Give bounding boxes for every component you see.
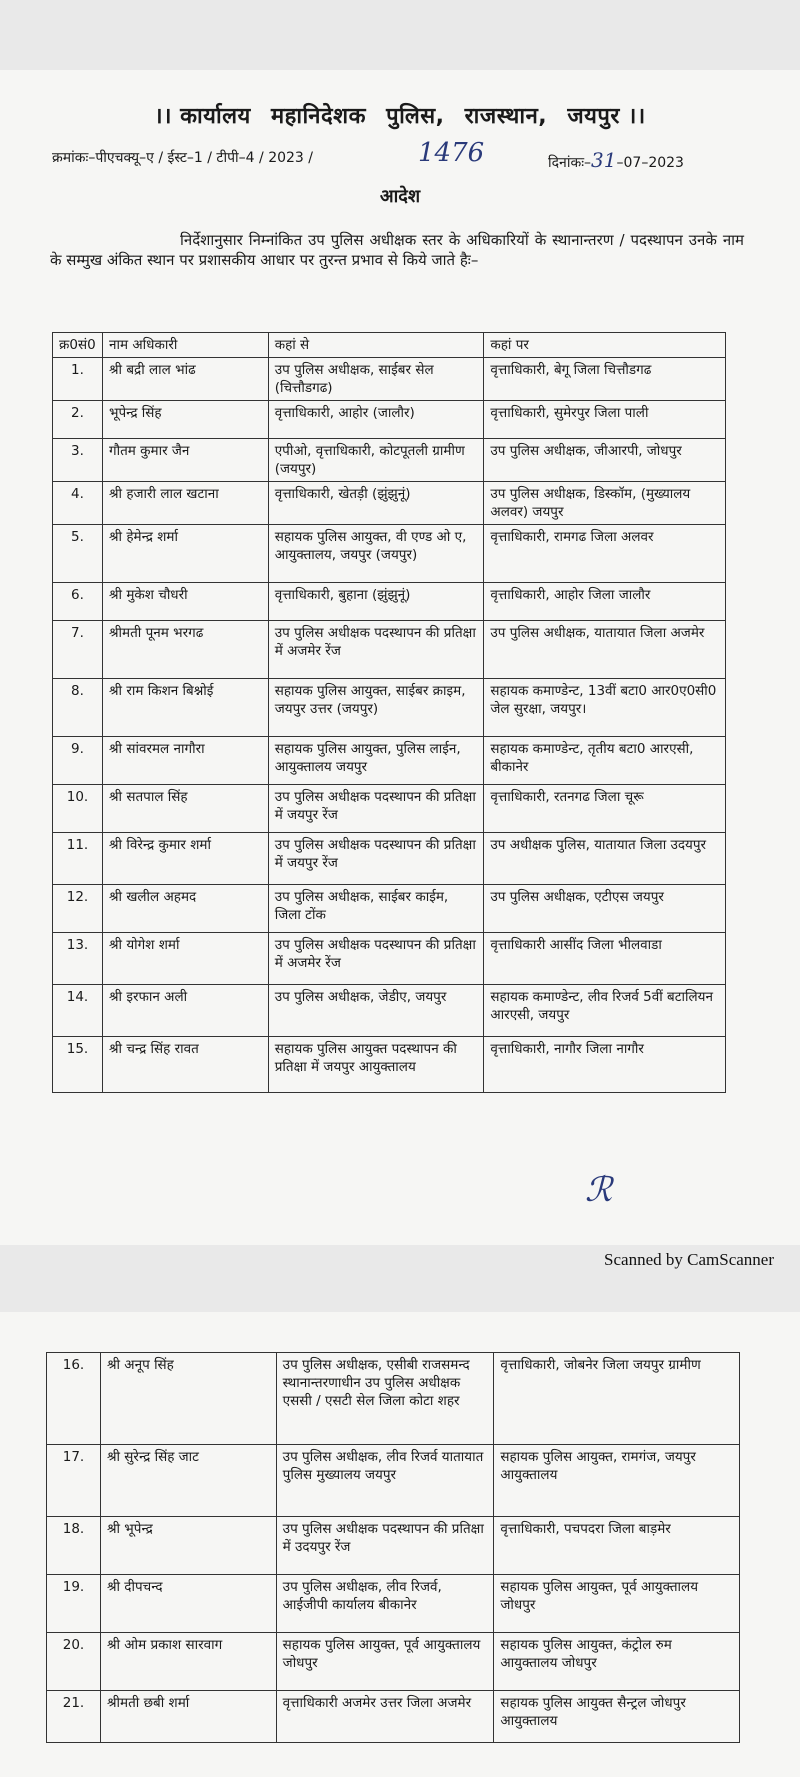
serial-cell: 14.: [53, 985, 103, 1037]
to-cell: सहायक कमाण्डेन्ट, 13वीं बटा0 आर0ए0सी0 जेल सुरक्षा, जयपुर।: [484, 679, 726, 737]
handwritten-day: 31: [591, 148, 617, 172]
camscanner-watermark: Scanned by CamScanner: [604, 1250, 774, 1269]
header-to: कहां पर: [484, 333, 726, 358]
serial-cell: 2.: [53, 401, 103, 439]
officer-name-cell: श्री सांवरमल नागौरा: [102, 737, 268, 785]
table-row: [53, 679, 726, 737]
handwritten-dispatch-number: 1476: [418, 138, 485, 168]
from-cell: वृत्ताधिकारी, बुहाना (झुंझुनूं): [268, 583, 484, 621]
table-row: [53, 933, 726, 985]
serial-cell: 17.: [47, 1445, 101, 1517]
transfer-table-page-1: [52, 332, 726, 1093]
table-row: [53, 1037, 726, 1093]
from-cell: वृत्ताधिकारी अजमेर उत्तर जिला अजमेर: [276, 1691, 494, 1743]
date-suffix: –07–2023: [616, 155, 684, 171]
to-cell: वृत्ताधिकारी, रामगढ जिला अलवर: [484, 525, 726, 583]
serial-cell: 15.: [53, 1037, 103, 1093]
reference-number: क्रमांकः–पीएचक्यू–ए / ईस्ट–1 / टीपी–4 / 2023 /: [52, 150, 313, 166]
signature: ℛ: [585, 1170, 613, 1210]
serial-cell: 12.: [53, 885, 103, 933]
to-cell: वृत्ताधिकारी, आहोर जिला जालौर: [484, 583, 726, 621]
serial-cell: 9.: [53, 737, 103, 785]
serial-cell: 10.: [53, 785, 103, 833]
from-cell: सहायक पुलिस आयुक्त पदस्थापन की प्रतिक्षा में जयपुर आयुक्तालय: [268, 1037, 484, 1093]
to-cell: वृत्ताधिकारी, बेगू जिला चित्तौडगढ: [484, 358, 726, 401]
from-cell: उप पुलिस अधीक्षक, साईबर सेल (चित्तौडगढ): [268, 358, 484, 401]
serial-cell: 21.: [47, 1691, 101, 1743]
intro-paragraph: निर्देशानुसार निम्नांकित उप पुलिस अधीक्षक स्तर के अधिकारियों के स्थानान्तरण / पदस्थापन उनके नाम के सम्मुख अंकित स्थान पर प्रशासकीय आधार पर तुरन्त प्रभाव से किये जाते हैः–: [50, 231, 744, 269]
header-from: कहां से: [268, 333, 484, 358]
document-page-1: [0, 70, 800, 1245]
from-cell: उप पुलिस अधीक्षक, लीव रिजर्व, आईजीपी कार्यालय बीकानेर: [276, 1575, 494, 1633]
table-row: [47, 1445, 740, 1517]
from-cell: सहायक पुलिस आयुक्त, पूर्व आयुक्तालय जोधपुर: [276, 1633, 494, 1691]
table-row: [53, 621, 726, 679]
from-cell: उप पुलिस अधीक्षक, एसीबी राजसमन्द स्थानान्तरणाधीन उप पुलिस अधीक्षक एससी / एसटी सेल जिला कोटा शहर: [276, 1353, 494, 1445]
officer-name-cell: श्री अनूप सिंह: [100, 1353, 276, 1445]
table-row: [53, 358, 726, 401]
from-cell: सहायक पुलिस आयुक्त, वी एण्ड ओ ए, आयुक्तालय, जयपुर (जयपुर): [268, 525, 484, 583]
table-row: [53, 525, 726, 583]
order-title: आदेश: [379, 186, 421, 207]
serial-cell: 18.: [47, 1517, 101, 1575]
serial-cell: 11.: [53, 833, 103, 885]
to-cell: सहायक कमाण्डेन्ट, लीव रिजर्व 5वीं बटालियन आरएसी, जयपुर: [484, 985, 726, 1037]
officer-name-cell: श्री ओम प्रकाश सारवाग: [100, 1633, 276, 1691]
from-cell: उप पुलिस अधीक्षक, लीव रिजर्व यातायात पुलिस मुख्यालय जयपुर: [276, 1445, 494, 1517]
from-cell: उप पुलिस अधीक्षक पदस्थापन की प्रतिक्षा में अजमेर रेंज: [268, 933, 484, 985]
serial-cell: 5.: [53, 525, 103, 583]
table-row: [47, 1691, 740, 1743]
reference-line: [0, 138, 800, 172]
officer-name-cell: श्री दीपचन्द: [100, 1575, 276, 1633]
officer-name-cell: श्री भूपेन्द्र: [100, 1517, 276, 1575]
serial-cell: 16.: [47, 1353, 101, 1445]
table-row: [47, 1575, 740, 1633]
heading-part: राजस्थान,: [464, 104, 548, 129]
to-cell: उप पुलिस अधीक्षक, जीआरपी, जोधपुर: [484, 439, 726, 482]
table-row: [53, 833, 726, 885]
to-cell: सहायक पुलिस आयुक्त सैन्ट्रल जोधपुर आयुक्तालय: [494, 1691, 740, 1743]
officer-name-cell: श्री बद्री लाल भांढ: [102, 358, 268, 401]
to-cell: सहायक पुलिस आयुक्त, कंट्रोल रुम आयुक्तालय जोधपुर: [494, 1633, 740, 1691]
from-cell: उप पुलिस अधीक्षक, जेडीए, जयपुर: [268, 985, 484, 1037]
to-cell: उप पुलिस अधीक्षक, एटीएस जयपुर: [484, 885, 726, 933]
serial-cell: 19.: [47, 1575, 101, 1633]
table-row: [53, 583, 726, 621]
from-cell: उप पुलिस अधीक्षक पदस्थापन की प्रतिक्षा में उदयपुर रेंज: [276, 1517, 494, 1575]
to-cell: वृत्ताधिकारी, जोबनेर जिला जयपुर ग्रामीण: [494, 1353, 740, 1445]
officer-name-cell: भूपेन्द्र सिंह: [102, 401, 268, 439]
serial-cell: 13.: [53, 933, 103, 985]
from-cell: सहायक पुलिस आयुक्त, साईबर क्राइम, जयपुर उत्तर (जयपुर): [268, 679, 484, 737]
officer-name-cell: श्रीमती पूनम भरगढ: [102, 621, 268, 679]
table-row: [53, 482, 726, 525]
table-row: [47, 1353, 740, 1445]
office-heading: [0, 70, 800, 130]
table-row: [53, 401, 726, 439]
table-row: [53, 785, 726, 833]
order-date: [548, 148, 684, 172]
from-cell: उप पुलिस अधीक्षक, साईबर काईम, जिला टोंक: [268, 885, 484, 933]
to-cell: वृत्ताधिकारी आसींद जिला भीलवाडा: [484, 933, 726, 985]
officer-name-cell: श्री चन्द्र सिंह रावत: [102, 1037, 268, 1093]
to-cell: सहायक पुलिस आयुक्त, पूर्व आयुक्तालय जोधपुर: [494, 1575, 740, 1633]
from-cell: एपीओ, वृत्ताधिकारी, कोटपूतली ग्रामीण (जयपुर): [268, 439, 484, 482]
officer-name-cell: श्री राम किशन बिश्नोई: [102, 679, 268, 737]
serial-cell: 7.: [53, 621, 103, 679]
officer-name-cell: गौतम कुमार जैन: [102, 439, 268, 482]
header-serial: क्र0सं0: [53, 333, 103, 358]
to-cell: वृत्ताधिकारी, रतनगढ जिला चूरू: [484, 785, 726, 833]
from-cell: वृत्ताधिकारी, खेतड़ी (झुंझुनूं): [268, 482, 484, 525]
to-cell: वृत्ताधिकारी, नागौर जिला नागौर: [484, 1037, 726, 1093]
officer-name-cell: श्री इरफान अली: [102, 985, 268, 1037]
to-cell: सहायक पुलिस आयुक्त, रामगंज, जयपुर आयुक्तालय: [494, 1445, 740, 1517]
officer-name-cell: श्री विरेन्द्र कुमार शर्मा: [102, 833, 268, 885]
from-cell: वृत्ताधिकारी, आहोर (जालौर): [268, 401, 484, 439]
serial-cell: 1.: [53, 358, 103, 401]
serial-cell: 8.: [53, 679, 103, 737]
transfer-table-page-2: [46, 1352, 740, 1743]
officer-name-cell: श्री सतपाल सिंह: [102, 785, 268, 833]
table-row: [53, 737, 726, 785]
heading-part: पुलिस,: [386, 104, 445, 129]
heading-part: जयपुर ।।: [567, 104, 646, 129]
officer-name-cell: श्री मुकेश चौधरी: [102, 583, 268, 621]
table-row: [53, 439, 726, 482]
officer-name-cell: श्री खलील अहमद: [102, 885, 268, 933]
serial-cell: 6.: [53, 583, 103, 621]
to-cell: वृत्ताधिकारी, पचपदरा जिला बाड़मेर: [494, 1517, 740, 1575]
table-row: [47, 1517, 740, 1575]
table-row: [53, 985, 726, 1037]
heading-part: महानिदेशक: [271, 104, 366, 129]
to-cell: वृत्ताधिकारी, सुमेरपुर जिला पाली: [484, 401, 726, 439]
officer-name-cell: श्री सुरेन्द्र सिंह जाट: [100, 1445, 276, 1517]
serial-cell: 4.: [53, 482, 103, 525]
document-page-2: [0, 1312, 800, 1777]
heading-part: ।। कार्यालय: [154, 104, 251, 129]
from-cell: उप पुलिस अधीक्षक पदस्थापन की प्रतिक्षा में अजमेर रेंज: [268, 621, 484, 679]
serial-cell: 20.: [47, 1633, 101, 1691]
officer-name-cell: श्री हेमेन्द्र शर्मा: [102, 525, 268, 583]
from-cell: उप पुलिस अधीक्षक पदस्थापन की प्रतिक्षा में जयपुर रेंज: [268, 785, 484, 833]
serial-cell: 3.: [53, 439, 103, 482]
to-cell: उप पुलिस अधीक्षक, यातायात जिला अजमेर: [484, 621, 726, 679]
officer-name-cell: श्री योगेश शर्मा: [102, 933, 268, 985]
to-cell: उप अधीक्षक पुलिस, यातायात जिला उदयपुर: [484, 833, 726, 885]
table-header-row: [53, 333, 726, 358]
header-officer-name: नाम अधिकारी: [102, 333, 268, 358]
from-cell: उप पुलिस अधीक्षक पदस्थापन की प्रतिक्षा में जयपुर रेंज: [268, 833, 484, 885]
to-cell: सहायक कमाण्डेन्ट, तृतीय बटा0 आरएसी, बीकानेर: [484, 737, 726, 785]
date-prefix: दिनांकः–: [548, 155, 592, 171]
to-cell: उप पुलिस अधीक्षक, डिस्कॉम, (मुख्यालय अलवर) जयपुर: [484, 482, 726, 525]
officer-name-cell: श्रीमती छबी शर्मा: [100, 1691, 276, 1743]
table-row: [53, 885, 726, 933]
officer-name-cell: श्री हजारी लाल खटाना: [102, 482, 268, 525]
from-cell: सहायक पुलिस आयुक्त, पुलिस लाईन, आयुक्तालय जयपुर: [268, 737, 484, 785]
table-row: [47, 1633, 740, 1691]
